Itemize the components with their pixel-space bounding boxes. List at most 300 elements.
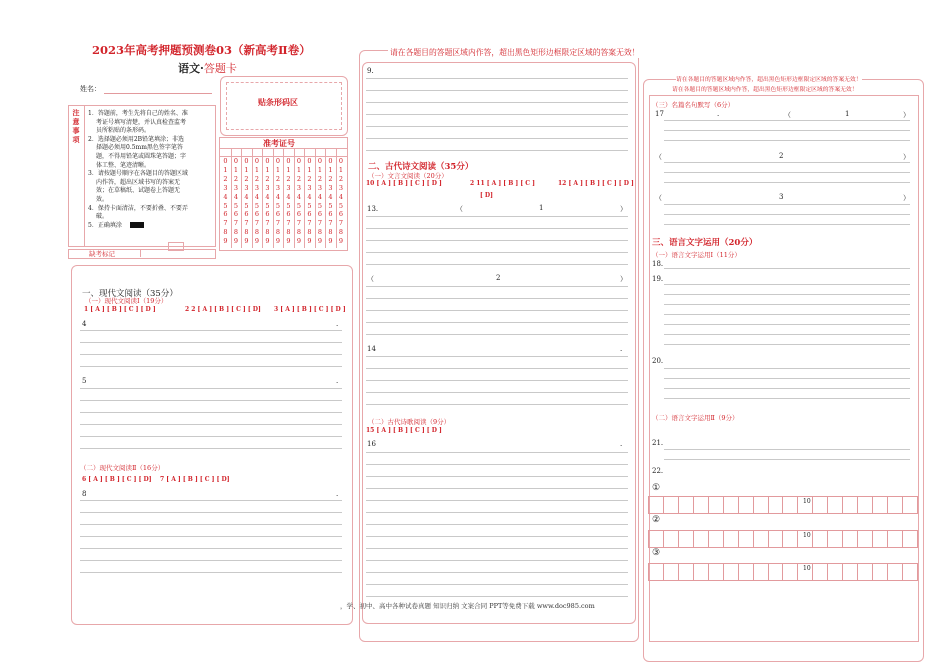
digit-bubble[interactable]: 1 — [328, 165, 333, 174]
answer-line[interactable] — [80, 448, 342, 449]
digit-bubble[interactable]: 8 — [275, 228, 281, 237]
question-4-end: . — [336, 320, 339, 328]
digit-bubble[interactable]: 9 — [244, 237, 249, 246]
digit-bubble[interactable]: 6 — [328, 210, 333, 219]
grid-cell[interactable] — [903, 497, 917, 513]
question-13-number: 13. — [367, 205, 379, 213]
grid-cell[interactable] — [664, 531, 679, 547]
answer-line[interactable] — [366, 322, 628, 323]
digit-bubble[interactable]: 4 — [286, 192, 291, 201]
choice-q10[interactable]: 10 [ A ] [ B ] [ C ] [ D ] — [366, 180, 442, 187]
digit-bubble[interactable]: 6 — [275, 210, 281, 219]
digit-bubble[interactable]: 3 — [286, 183, 291, 192]
digit-bubble[interactable]: 8 — [317, 228, 323, 237]
answer-line[interactable] — [366, 380, 628, 381]
digit-bubble[interactable]: 2 — [254, 174, 260, 183]
answer-line[interactable] — [80, 342, 342, 343]
exam-id-digit-column[interactable] — [316, 157, 325, 246]
grid-cell[interactable] — [888, 531, 903, 547]
answer-line[interactable] — [366, 404, 628, 405]
grid-cell[interactable] — [783, 564, 798, 580]
grid-cell[interactable] — [694, 531, 709, 547]
grid-cell[interactable] — [769, 531, 784, 547]
digit-bubble[interactable]: 0 — [286, 157, 291, 165]
digit-bubble[interactable]: 8 — [338, 228, 344, 237]
grid-cell[interactable] — [843, 564, 858, 580]
grid-count-10: 10 — [803, 565, 811, 572]
writing-grid-row-2[interactable] — [648, 530, 918, 548]
name-field[interactable] — [104, 93, 212, 94]
answer-line[interactable] — [366, 536, 628, 537]
digit-bubble[interactable]: 7 — [254, 219, 260, 228]
answer-line[interactable] — [366, 310, 628, 311]
digit-bubble[interactable]: 5 — [233, 201, 239, 210]
answer-line[interactable] — [664, 368, 910, 369]
answer-line[interactable] — [366, 596, 628, 597]
digit-bubble[interactable]: 5 — [338, 201, 344, 210]
digit-bubble[interactable]: 9 — [254, 237, 260, 246]
answer-line[interactable] — [366, 356, 628, 357]
digit-bubble[interactable]: 8 — [254, 228, 260, 237]
digit-bubble[interactable]: 9 — [286, 237, 291, 246]
notice-line: 效；在草稿纸、试题卷上答题无 — [96, 187, 181, 195]
answer-line[interactable] — [664, 294, 910, 295]
digit-bubble[interactable]: 0 — [254, 157, 260, 165]
answer-line[interactable] — [664, 388, 910, 389]
digit-bubble[interactable]: 3 — [244, 183, 249, 192]
grid-cell[interactable] — [754, 497, 769, 513]
notice-line: 题，不得用铅笔或圆珠笔答题；字 — [96, 152, 187, 160]
row-label-1: ① — [652, 483, 661, 493]
grid-cell[interactable] — [709, 531, 724, 547]
digit-bubble[interactable]: 2 — [265, 174, 270, 183]
digit-bubble[interactable]: 0 — [328, 157, 333, 165]
grid-cell[interactable] — [709, 497, 724, 513]
digit-bubble[interactable]: 9 — [328, 237, 333, 246]
answer-line[interactable] — [664, 334, 910, 335]
grid-cell[interactable] — [813, 531, 828, 547]
digit-bubble[interactable]: 4 — [296, 192, 302, 201]
digit-bubble[interactable]: 3 — [254, 183, 260, 192]
answer-line[interactable] — [664, 324, 910, 325]
grid-cell[interactable] — [858, 531, 873, 547]
answer-line[interactable] — [80, 536, 342, 537]
exam-id-digit-column[interactable] — [242, 157, 251, 246]
answer-line[interactable] — [664, 449, 910, 450]
digit-bubble[interactable]: 5 — [223, 201, 228, 210]
grid-cell[interactable] — [739, 497, 754, 513]
digit-bubble[interactable]: 9 — [275, 237, 281, 246]
answer-line[interactable] — [664, 120, 910, 121]
answer-line[interactable] — [80, 572, 342, 573]
question-8-end: . — [336, 490, 339, 498]
subitem-2: 2 — [779, 152, 784, 160]
digit-bubble[interactable]: 4 — [328, 192, 333, 201]
answer-line[interactable] — [80, 330, 342, 331]
grid-cell[interactable] — [724, 531, 739, 547]
grid-cell[interactable] — [843, 497, 858, 513]
answer-line[interactable] — [366, 368, 628, 369]
grid-cell[interactable] — [843, 531, 858, 547]
grid-cell[interactable] — [783, 497, 798, 513]
digit-bubble[interactable]: 8 — [265, 228, 270, 237]
grid-cell[interactable] — [769, 497, 784, 513]
digit-bubble[interactable]: 0 — [244, 157, 249, 165]
answer-line[interactable] — [664, 378, 910, 379]
grid-cell[interactable] — [858, 497, 873, 513]
digit-bubble[interactable]: 4 — [317, 192, 323, 201]
grid-cell[interactable] — [739, 531, 754, 547]
grid-cell[interactable] — [888, 497, 903, 513]
answer-line[interactable] — [366, 138, 628, 139]
digit-bubble[interactable]: 1 — [254, 165, 260, 174]
exam-id-digit-column[interactable] — [326, 157, 335, 246]
grid-cell[interactable] — [724, 497, 739, 513]
digit-bubble[interactable]: 9 — [233, 237, 239, 246]
digit-bubble[interactable]: 6 — [338, 210, 344, 219]
digit-bubble[interactable]: 3 — [265, 183, 270, 192]
digit-bubble[interactable]: 2 — [328, 174, 333, 183]
digit-bubble[interactable]: 9 — [265, 237, 270, 246]
digit-bubble[interactable]: 8 — [223, 228, 228, 237]
digit-bubble[interactable]: 4 — [275, 192, 281, 201]
digit-bubble[interactable]: 5 — [275, 201, 281, 210]
answer-line[interactable] — [80, 500, 342, 501]
digit-bubble[interactable]: 0 — [317, 157, 323, 165]
choice-q12[interactable]: 12 [ A ] [ B ] [ C ] [ D ] — [558, 180, 634, 187]
digit-bubble[interactable]: 5 — [296, 201, 302, 210]
notice-line: 内作答，超出区域书写的答案无 — [96, 178, 181, 186]
choice-q2[interactable]: 2 2 [ A ] [ B ] [ C ] [ D] — [185, 306, 261, 313]
digit-bubble[interactable]: 2 — [223, 174, 228, 183]
digit-bubble[interactable]: 7 — [338, 219, 344, 228]
exam-id-digit-column[interactable] — [284, 157, 293, 246]
digit-bubble[interactable]: 1 — [317, 165, 323, 174]
grid-cell[interactable] — [903, 564, 917, 580]
digit-bubble[interactable]: 5 — [286, 201, 291, 210]
digit-bubble[interactable]: 9 — [338, 237, 344, 246]
answer-line[interactable] — [366, 560, 628, 561]
digit-bubble[interactable]: 3 — [223, 183, 228, 192]
choice-q7[interactable]: 7 [ A ] [ B ] [ C ] [ D] — [160, 476, 230, 483]
answer-line[interactable] — [80, 436, 342, 437]
answer-line[interactable] — [366, 216, 628, 217]
digit-bubble[interactable]: 1 — [223, 165, 228, 174]
digit-bubble[interactable]: 5 — [254, 201, 260, 210]
answer-line[interactable] — [80, 512, 342, 513]
answer-line[interactable] — [366, 114, 628, 115]
digit-bubble[interactable]: 4 — [244, 192, 249, 201]
grid-cell[interactable] — [783, 531, 798, 547]
notice-list — [88, 110, 212, 230]
question-14-number: 14 — [367, 345, 376, 353]
exam-id-digit-column[interactable] — [295, 157, 304, 246]
answer-line[interactable] — [664, 182, 910, 183]
digit-bubble[interactable]: 3 — [317, 183, 323, 192]
answer-line[interactable] — [664, 314, 910, 315]
digit-bubble[interactable]: 6 — [265, 210, 270, 219]
answer-line[interactable] — [664, 459, 910, 460]
answer-line[interactable] — [664, 172, 910, 173]
question-8-number: 8 — [82, 490, 87, 498]
digit-bubble[interactable]: 7 — [317, 219, 323, 228]
answer-line[interactable] — [80, 412, 342, 413]
subsection-title: （二）语言文字运用Ⅱ（9分） — [652, 414, 739, 422]
grid-cell[interactable] — [888, 564, 903, 580]
digit-bubble[interactable]: 0 — [275, 157, 281, 165]
filled-mark-sample — [130, 222, 144, 228]
digit-bubble[interactable]: 1 — [233, 165, 239, 174]
digit-bubble[interactable]: 4 — [223, 192, 228, 201]
answer-line[interactable] — [366, 264, 628, 265]
choice-q6[interactable]: 6 [ A ] [ B ] [ C ] [ D] — [82, 476, 152, 483]
grid-cell[interactable] — [649, 564, 664, 580]
digit-bubble[interactable]: 8 — [296, 228, 302, 237]
answer-line[interactable] — [366, 78, 628, 79]
digit-bubble[interactable]: 4 — [307, 192, 312, 201]
digit-bubble[interactable]: 9 — [223, 237, 228, 246]
answer-line[interactable] — [80, 548, 342, 549]
answer-line[interactable] — [664, 140, 910, 141]
writing-grid-row-1[interactable] — [648, 496, 918, 514]
answer-line[interactable] — [80, 524, 342, 525]
answer-line[interactable] — [366, 572, 628, 573]
digit-bubble[interactable]: 8 — [233, 228, 239, 237]
grid-cell[interactable] — [664, 497, 679, 513]
digit-bubble[interactable]: 1 — [338, 165, 344, 174]
answer-line[interactable] — [366, 334, 628, 335]
digit-bubble[interactable]: 5 — [265, 201, 270, 210]
digit-bubble[interactable]: 3 — [307, 183, 312, 192]
digit-bubble[interactable]: 1 — [275, 165, 281, 174]
digit-bubble[interactable]: 6 — [286, 210, 291, 219]
digit-bubble[interactable]: 3 — [328, 183, 333, 192]
choice-q3[interactable]: 3 [ A ] [ B ] [ C ] [ D ] — [274, 306, 346, 313]
grid-cell[interactable] — [754, 531, 769, 547]
answer-line[interactable] — [80, 400, 342, 401]
exam-id-digit-column[interactable] — [274, 157, 283, 246]
answer-line[interactable] — [664, 284, 910, 285]
grid-cell[interactable] — [694, 497, 709, 513]
grid-cell[interactable] — [873, 531, 888, 547]
digit-bubble[interactable]: 2 — [338, 174, 344, 183]
digit-bubble[interactable]: 2 — [275, 174, 281, 183]
digit-bubble[interactable]: 7 — [275, 219, 281, 228]
answer-line[interactable] — [366, 488, 628, 489]
grid-cell[interactable] — [828, 564, 843, 580]
paren-close: ） — [903, 194, 910, 202]
digit-bubble[interactable]: 5 — [328, 201, 333, 210]
digit-bubble[interactable]: 6 — [233, 210, 239, 219]
digit-bubble[interactable]: 0 — [223, 157, 228, 165]
digit-bubble[interactable]: 2 — [286, 174, 291, 183]
digit-bubble[interactable]: 0 — [338, 157, 344, 165]
digit-bubble[interactable]: 9 — [296, 237, 302, 246]
digit-bubble[interactable]: 8 — [307, 228, 312, 237]
answer-line[interactable] — [366, 392, 628, 393]
answer-line[interactable] — [366, 524, 628, 525]
digit-bubble[interactable]: 6 — [296, 210, 302, 219]
answer-line[interactable] — [366, 452, 628, 453]
answer-line[interactable] — [366, 476, 628, 477]
digit-bubble[interactable]: 6 — [254, 210, 260, 219]
grid-cell[interactable] — [739, 564, 754, 580]
grid-cell[interactable] — [873, 497, 888, 513]
grid-cell[interactable] — [664, 564, 679, 580]
exam-id-digit-column[interactable] — [337, 157, 346, 246]
digit-bubble[interactable]: 3 — [275, 183, 281, 192]
grid-cell[interactable] — [724, 564, 739, 580]
digit-bubble[interactable]: 7 — [223, 219, 228, 228]
grid-cell[interactable] — [679, 531, 694, 547]
grid-cell[interactable] — [709, 564, 724, 580]
answer-line[interactable] — [366, 126, 628, 127]
answer-line[interactable] — [664, 344, 910, 345]
digit-bubble[interactable]: 7 — [328, 219, 333, 228]
answer-line[interactable] — [366, 298, 628, 299]
answer-line[interactable] — [664, 398, 910, 399]
answer-line[interactable] — [366, 286, 628, 287]
answer-line[interactable] — [80, 560, 342, 561]
digit-bubble[interactable]: 2 — [244, 174, 249, 183]
digit-bubble[interactable]: 1 — [307, 165, 312, 174]
answer-line[interactable] — [664, 214, 910, 215]
digit-bubble[interactable]: 3 — [296, 183, 302, 192]
grid-cell[interactable] — [649, 497, 664, 513]
exam-id-digit-column[interactable] — [263, 157, 272, 246]
digit-bubble[interactable]: 0 — [265, 157, 270, 165]
choice-q11-d[interactable]: [ D] — [480, 192, 493, 199]
answer-line[interactable] — [664, 304, 910, 305]
digit-bubble[interactable]: 2 — [233, 174, 239, 183]
digit-bubble[interactable]: 8 — [244, 228, 249, 237]
choice-q1[interactable]: 1 [ A ] [ B ] [ C ] [ D ] — [84, 306, 156, 313]
answer-line[interactable] — [366, 150, 628, 151]
answer-line[interactable] — [366, 464, 628, 465]
grid-cell[interactable] — [679, 497, 694, 513]
exam-id-digit-column[interactable] — [253, 157, 262, 246]
grid-cell[interactable] — [649, 531, 664, 547]
digit-bubble[interactable]: 6 — [223, 210, 228, 219]
question-19-number: 19. — [652, 275, 664, 283]
digit-bubble[interactable]: 1 — [296, 165, 302, 174]
choice-q11[interactable]: 2 11 [ A ] [ B ] [ C ] — [470, 180, 535, 187]
digit-bubble[interactable]: 2 — [317, 174, 323, 183]
answer-line[interactable] — [80, 388, 342, 389]
digit-bubble[interactable]: 6 — [307, 210, 312, 219]
digit-bubble[interactable]: 8 — [286, 228, 291, 237]
grid-cell[interactable] — [694, 564, 709, 580]
answer-line[interactable] — [366, 512, 628, 513]
digit-bubble[interactable]: 9 — [317, 237, 323, 246]
subitem-2: 2 — [496, 274, 501, 282]
grid-cell[interactable] — [903, 531, 917, 547]
digit-bubble[interactable]: 3 — [233, 183, 239, 192]
digit-bubble[interactable]: 6 — [317, 210, 323, 219]
grid-cell[interactable] — [873, 564, 888, 580]
grid-cell[interactable] — [828, 497, 843, 513]
answer-line[interactable] — [366, 102, 628, 103]
answer-line[interactable] — [664, 130, 910, 131]
exam-id-digit-column[interactable] — [221, 157, 230, 246]
digit-bubble[interactable]: 6 — [244, 210, 249, 219]
answer-line[interactable] — [366, 240, 628, 241]
digit-bubble[interactable]: 2 — [296, 174, 302, 183]
grid-cell[interactable] — [813, 497, 828, 513]
blank-separator: . — [717, 110, 720, 118]
grid-cell[interactable] — [769, 564, 784, 580]
digit-bubble[interactable]: 7 — [286, 219, 291, 228]
answer-line[interactable] — [366, 500, 628, 501]
answer-line[interactable] — [80, 354, 342, 355]
exam-id-digit-column[interactable] — [305, 157, 314, 246]
digit-bubble[interactable]: 5 — [317, 201, 323, 210]
digit-bubble[interactable]: 2 — [307, 174, 312, 183]
paren-open: （ — [655, 153, 662, 161]
choice-q15[interactable]: 15 [ A ] [ B ] [ C ] [ D ] — [366, 427, 442, 434]
digit-bubble[interactable]: 9 — [307, 237, 312, 246]
digit-bubble[interactable]: 4 — [338, 192, 344, 201]
digit-bubble[interactable]: 7 — [265, 219, 270, 228]
digit-bubble[interactable]: 4 — [233, 192, 239, 201]
digit-bubble[interactable]: 4 — [265, 192, 270, 201]
answer-line[interactable] — [366, 548, 628, 549]
digit-bubble[interactable]: 0 — [296, 157, 302, 165]
answer-line[interactable] — [664, 224, 910, 225]
digit-bubble[interactable]: 8 — [328, 228, 333, 237]
digit-bubble[interactable]: 1 — [286, 165, 291, 174]
digit-bubble[interactable]: 7 — [307, 219, 312, 228]
digit-bubble[interactable]: 1 — [244, 165, 249, 174]
boundary-warning: 请在各题目的答题区域内作答，超出黑色矩形边框限定区域的答案无效！ — [676, 74, 862, 83]
question-5-end: . — [336, 377, 339, 385]
notice-title: 注 意 事 项 — [72, 108, 80, 144]
answer-line[interactable] — [366, 252, 628, 253]
answer-line[interactable] — [366, 584, 628, 585]
digit-bubble[interactable]: 3 — [338, 183, 344, 192]
question-14-end: . — [620, 345, 623, 353]
answer-line[interactable] — [664, 204, 910, 205]
digit-bubble[interactable]: 0 — [307, 157, 312, 165]
absent-mark-box[interactable] — [140, 249, 214, 257]
boundary-warning: 请在各题目的答题区域内作答，超出黑色矩形边框限定区域的答案无效！ — [390, 48, 640, 57]
answer-line[interactable] — [80, 424, 342, 425]
grid-cell[interactable] — [813, 564, 828, 580]
digit-bubble[interactable]: 0 — [233, 157, 239, 165]
notice-line: 3．请按题号顺序在各题目的答题区域 — [88, 170, 188, 178]
grid-cell[interactable] — [828, 531, 843, 547]
digit-bubble[interactable]: 7 — [244, 219, 249, 228]
answer-line[interactable] — [664, 268, 910, 269]
digit-bubble[interactable]: 7 — [233, 219, 239, 228]
answer-line[interactable] — [664, 162, 910, 163]
digit-bubble[interactable]: 7 — [296, 219, 302, 228]
grid-cell[interactable] — [858, 564, 873, 580]
answer-line[interactable] — [366, 90, 628, 91]
digit-bubble[interactable]: 5 — [244, 201, 249, 210]
answer-line[interactable] — [80, 366, 342, 367]
digit-bubble[interactable]: 5 — [307, 201, 312, 210]
paren-close: ） — [620, 205, 627, 213]
answer-line[interactable] — [366, 228, 628, 229]
grid-cell[interactable] — [754, 564, 769, 580]
digit-bubble[interactable]: 4 — [254, 192, 260, 201]
writing-grid-row-3[interactable] — [648, 563, 918, 581]
question-16-end: . — [620, 440, 623, 448]
grid-cell[interactable] — [679, 564, 694, 580]
digit-bubble[interactable]: 1 — [265, 165, 270, 174]
exam-id-digit-column[interactable] — [232, 157, 241, 246]
